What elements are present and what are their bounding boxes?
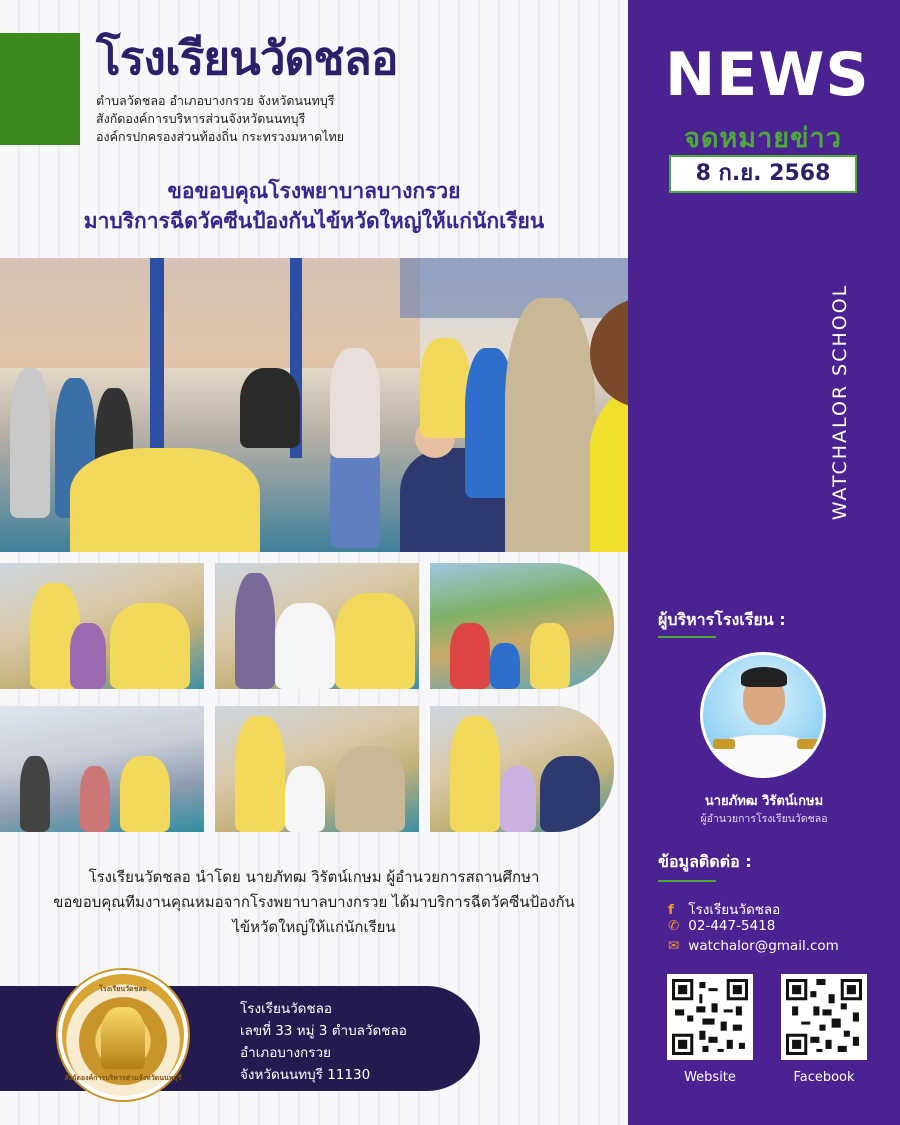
contact-phone[interactable] <box>668 918 775 934</box>
green-accent-block <box>0 33 80 145</box>
contact-facebook[interactable] <box>668 898 780 920</box>
event-photo-thumbnail <box>0 563 204 689</box>
executive-section-title: ผู้บริหารโรงเรียน : <box>658 610 786 629</box>
description-line: โรงเรียนวัดชลอ นำโดย นายภัทฒ วิรัตน์เกษม ผู้อำนวยการสถานศึกษา <box>88 868 540 886</box>
executive-avatar <box>700 652 826 778</box>
seal-top-text: โรงเรียนวัดชลอ <box>99 985 147 993</box>
headline-line-2: มาบริการฉีดวัคซีนป้องกันไข้หวัดใหญ่ให้แก่นักเรียน <box>83 209 545 233</box>
description-line: ไข้หวัดใหญ่ให้แก่นักเรียน <box>232 918 396 936</box>
headline-line-1: ขอขอบคุณโรงพยาบาลบางกรวย <box>167 179 461 203</box>
facebook-icon: f <box>668 902 674 918</box>
event-photo-thumbnail <box>430 563 614 689</box>
section-divider <box>658 880 716 882</box>
website-qr-code[interactable] <box>667 974 753 1060</box>
address-line: เลขที่ 33 หมู่ 3 ตำบลวัดชลอ <box>240 1023 407 1039</box>
qr-code-icon <box>786 979 862 1055</box>
affiliation-line: ตำบลวัดชลอ อำเภอบางกรวย จังหวัดนนทบุรี <box>96 93 335 108</box>
website-qr-label: Website <box>684 1070 736 1085</box>
executive-name: นายภัทฒ วิรัตน์เกษม <box>704 794 824 809</box>
school-vertical-label: WATCHALOR SCHOOL <box>829 283 851 521</box>
affiliation-line: องค์กรปกครองส่วนท้องถิ่น กระทรวงมหาดไทย <box>96 129 345 144</box>
news-date: 8 ก.ย. 2568 <box>669 155 857 193</box>
section-divider <box>658 636 716 638</box>
news-title: NEWS <box>665 40 870 110</box>
seal-bottom-text: สังกัดองค์การบริหารส่วนจังหวัดนนทบุรี <box>64 1074 182 1082</box>
seal-emblem-icon <box>101 1007 145 1069</box>
executive-role: ผู้อำนวยการโรงเรียนวัดชลอ <box>700 813 828 825</box>
school-affiliation <box>96 92 344 146</box>
event-photo-thumbnail <box>430 706 614 832</box>
email-icon: ✉ <box>668 938 680 954</box>
event-photo-thumbnail <box>215 563 419 689</box>
description-line: ขอขอบคุณทีมงานคุณหมอจากโรงพยาบาลบางกรวย ได้มาบริการฉีดวัคซีนป้องกัน <box>53 893 575 911</box>
facebook-qr-code[interactable] <box>781 974 867 1060</box>
email-address: watchalor@gmail.com <box>688 938 839 954</box>
phone-number: 02-447-5418 <box>688 918 776 934</box>
address-line: โรงเรียนวัดชลอ <box>240 1001 332 1017</box>
event-photo-thumbnail <box>215 706 419 832</box>
qr-code-icon <box>672 979 748 1055</box>
description-text <box>0 865 628 940</box>
facebook-qr-label: Facebook <box>793 1070 855 1085</box>
contact-email[interactable] <box>668 938 839 954</box>
affiliation-line: สังกัดองค์การบริหารส่วนจังหวัดนนทบุรี <box>96 111 306 126</box>
address-line: จังหวัดนนทบุรี 11130 <box>240 1067 371 1083</box>
news-subtitle: จดหมายข่าว <box>684 123 842 154</box>
contact-section-title: ข้อมูลติดต่อ : <box>658 852 752 871</box>
event-photo-thumbnail <box>0 706 204 832</box>
phone-icon: ✆ <box>668 918 680 934</box>
facebook-label: โรงเรียนวัดชลอ <box>688 902 781 918</box>
school-seal-logo <box>58 970 188 1100</box>
address-line: อำเภอบางกรวย <box>240 1045 331 1061</box>
school-name: โรงเรียนวัดชลอ <box>96 31 398 85</box>
school-address <box>240 998 407 1086</box>
